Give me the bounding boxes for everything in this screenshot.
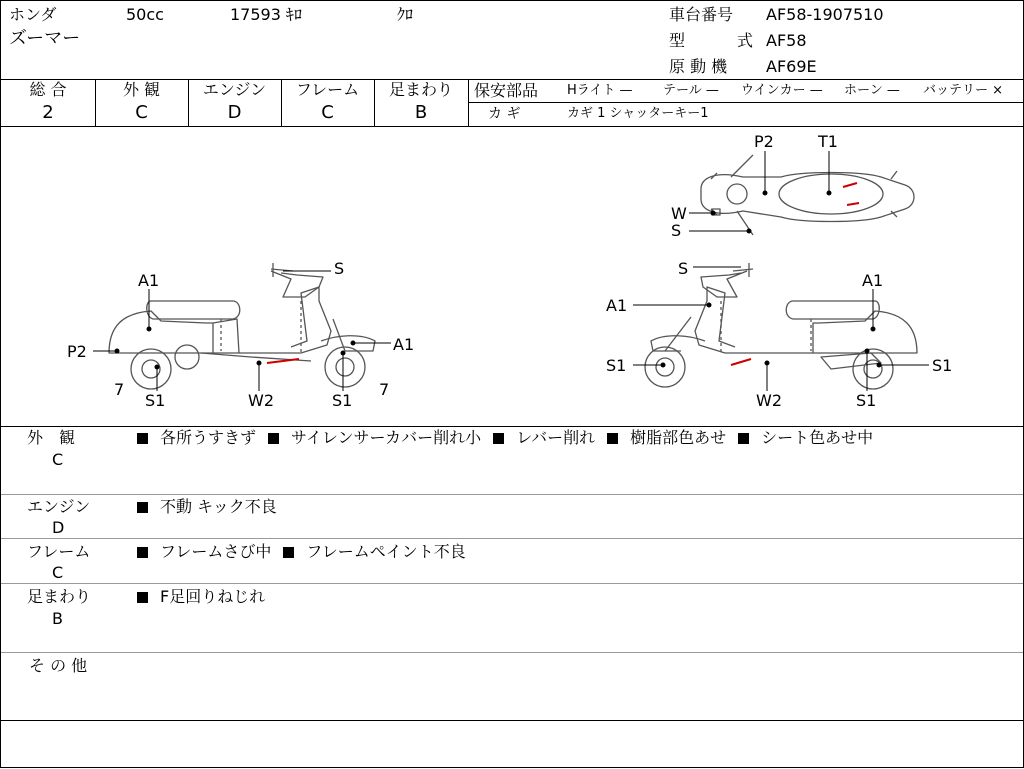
type-label: 型 [669,31,686,50]
damage-mark [731,359,751,365]
label-right-s1-muffler: S1 [932,356,953,375]
remark-suspension-items: F足回りねじれ [137,589,277,605]
safety-item-headlight: Hライト — [567,83,633,98]
grade-frame-value: C [321,102,334,123]
key-label: カ ギ [488,106,521,122]
grade-suspension-label: 足まわり [388,80,453,99]
damage-mark [847,203,859,205]
remark-exterior-grade: C [52,450,64,469]
remark-other-category: そ の 他 [29,656,88,675]
color: ｸﾛ [397,5,414,24]
scooter-top-view [701,155,914,235]
grade-frame-label: フレーム [295,80,360,99]
bullet-icon [738,433,749,444]
bullet-icon [137,502,148,513]
remark-exterior-items: 各所うすきず サイレンサーカバー削れ小 レバー削れ 樹脂部色あせ シート色あせ中 [137,430,885,446]
remark-suspension-category: 足まわり [27,587,92,606]
grade-suspension-value: B [414,102,428,123]
scooter-diagram [1,1,1024,769]
grade-engine-value: D [227,102,242,123]
type-label-2: 式 [737,31,754,50]
safety-item-battery: バッテリー × [923,83,1004,98]
bullet-icon [283,547,294,558]
remark-engine-items: 不動 キック不良 [137,499,289,515]
label-left-7-front: 7 [379,380,390,399]
label-left-s1-rear: S1 [145,391,166,410]
label-top-t1: T1 [818,132,838,151]
remark-engine-grade: D [52,518,65,537]
label-left-a1-front: A1 [393,335,415,354]
remark-frame-grade: C [52,563,64,582]
engine-label: 原 動 機 [669,57,728,76]
label-left-a1: A1 [138,271,160,290]
frame-no: AF58-1907510 [766,5,884,24]
label-top-p2: P2 [754,132,774,151]
label-left-s1-front: S1 [332,391,353,410]
bullet-icon [493,433,504,444]
model-name: ズーマー [9,28,81,49]
remarks-bottom-rule [1,720,1023,721]
label-right-s1-rear: S1 [856,391,877,410]
bullet-icon [137,547,148,558]
safety-item-horn: ホーン — [844,83,900,98]
label-right-a1-front: A1 [606,296,628,315]
remark-frame-category: フレーム [27,542,91,561]
displacement: 50cc [126,5,164,24]
safety-label: 保安部品 [474,81,539,100]
label-left-p2: P2 [67,342,87,361]
safety-item-tail: テール — [663,83,719,98]
type-value: AF58 [766,31,807,50]
grade-exterior-value: C [135,102,148,123]
key-value: カギ 1 シャッターキー1 [567,106,709,121]
maker: ホンダ [9,5,57,24]
label-left-s: S [334,259,345,278]
remark-engine-category: エンジン [27,497,91,516]
bullet-icon [607,433,618,444]
grade-overall-label: 総 合 [29,80,67,99]
mileage: 17593 ｷﾛ [230,5,302,24]
grade-engine-label: エンジン [202,80,267,99]
label-top-w: W [671,204,687,223]
grade-overall-value: 2 [42,102,54,123]
grade-exterior-label: 外 観 [122,80,161,99]
label-right-a1-rear: A1 [862,271,884,290]
label-left-7-rear: 7 [114,380,125,399]
bullet-icon [268,433,279,444]
frame-no-label: 車台番号 [669,5,734,24]
safety-item-winker: ウインカー — [741,83,823,98]
label-top-s: S [671,221,682,240]
bullet-icon [137,433,148,444]
bullet-icon [137,592,148,603]
engine-value: AF69E [766,57,817,76]
label-right-s: S [678,259,689,278]
label-right-w2: W2 [756,391,782,410]
label-left-w2: W2 [248,391,274,410]
label-right-s1-front: S1 [606,356,627,375]
remark-frame-items: フレームさび中 フレームペイント不良 [137,544,478,560]
remark-exterior-category: 外 観 [27,428,76,447]
remark-suspension-grade: B [52,609,63,628]
damage-mark [843,183,857,187]
